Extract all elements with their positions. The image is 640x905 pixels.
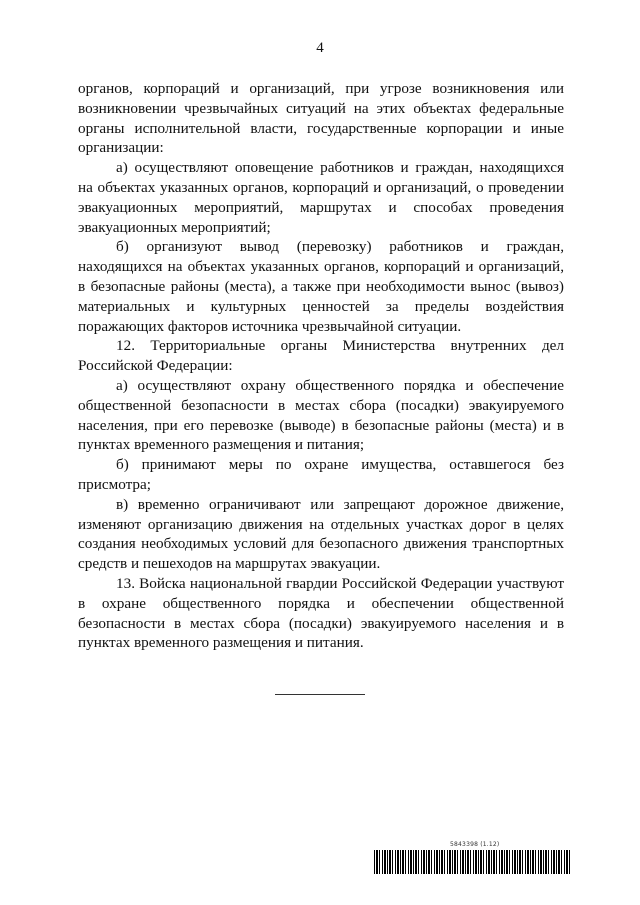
paragraph-12-b-property: б) принимают меры по охране имущества, оставшегося без присмотра;	[78, 456, 564, 493]
paragraph-12-a-public-order: а) осуществляют охрану общественного порядка и обеспечение общественной безопасности в местах сбора (посадки) эвакуируемого населения, при его перевозке (выводе) в безопасные районы (места) и в пунктах временного размещения и питания;	[78, 376, 564, 454]
barcode	[374, 850, 570, 874]
paragraph-item-b-evacuation: б) организуют вывод (перевозку) работников и граждан, находящихся на объектах указанных органов, корпораций и организаций, в безопасные районы (места), а также при необходимости вынос (вывоз) материальных и культурных ценностей за пределы воздействия поражающих факторов источника чрезвычайной ситуации.	[78, 238, 564, 335]
paragraph-item-a-notification: а) осуществляют оповещение работников и граждан, находящихся на объектах указанных органов, корпораций и организаций, о проведении эвакуационных мероприятий, маршрутах и способах проведения эвакуационных мероприятий;	[78, 159, 564, 236]
paragraph-12-c-traffic: в) временно ограничивают или запрещают дорожное движение, изменяют организацию движения на отдельных участках дорог в целях создания необходимых условий для безопасного движения транспортных средств и пешеходов на маршрутах эвакуации.	[78, 495, 564, 573]
paragraph-intro-continued: органов, корпораций и организаций, при угрозе возникновения или возникновении чрезвычайных ситуаций на этих объектах федеральные органы исполнительной власти, государственные корпорации и иные организации:	[78, 80, 564, 157]
document-code: 5843398 (1.12)	[450, 841, 500, 848]
paragraph-12-heading: 12. Территориальные органы Министерства внутренних дел Российской Федерации:	[78, 337, 564, 375]
paragraph-13-national-guard: 13. Войска национальной гвардии Российской Федерации участвуют в охране общественного порядка и обеспечении общественной безопасности в местах сбора (посадки) эвакуируемого населения и в пунктах временного размещения и питания.	[78, 574, 564, 652]
page-number: 4	[316, 40, 324, 56]
end-separator-line	[275, 694, 365, 695]
document-body	[78, 79, 564, 653]
